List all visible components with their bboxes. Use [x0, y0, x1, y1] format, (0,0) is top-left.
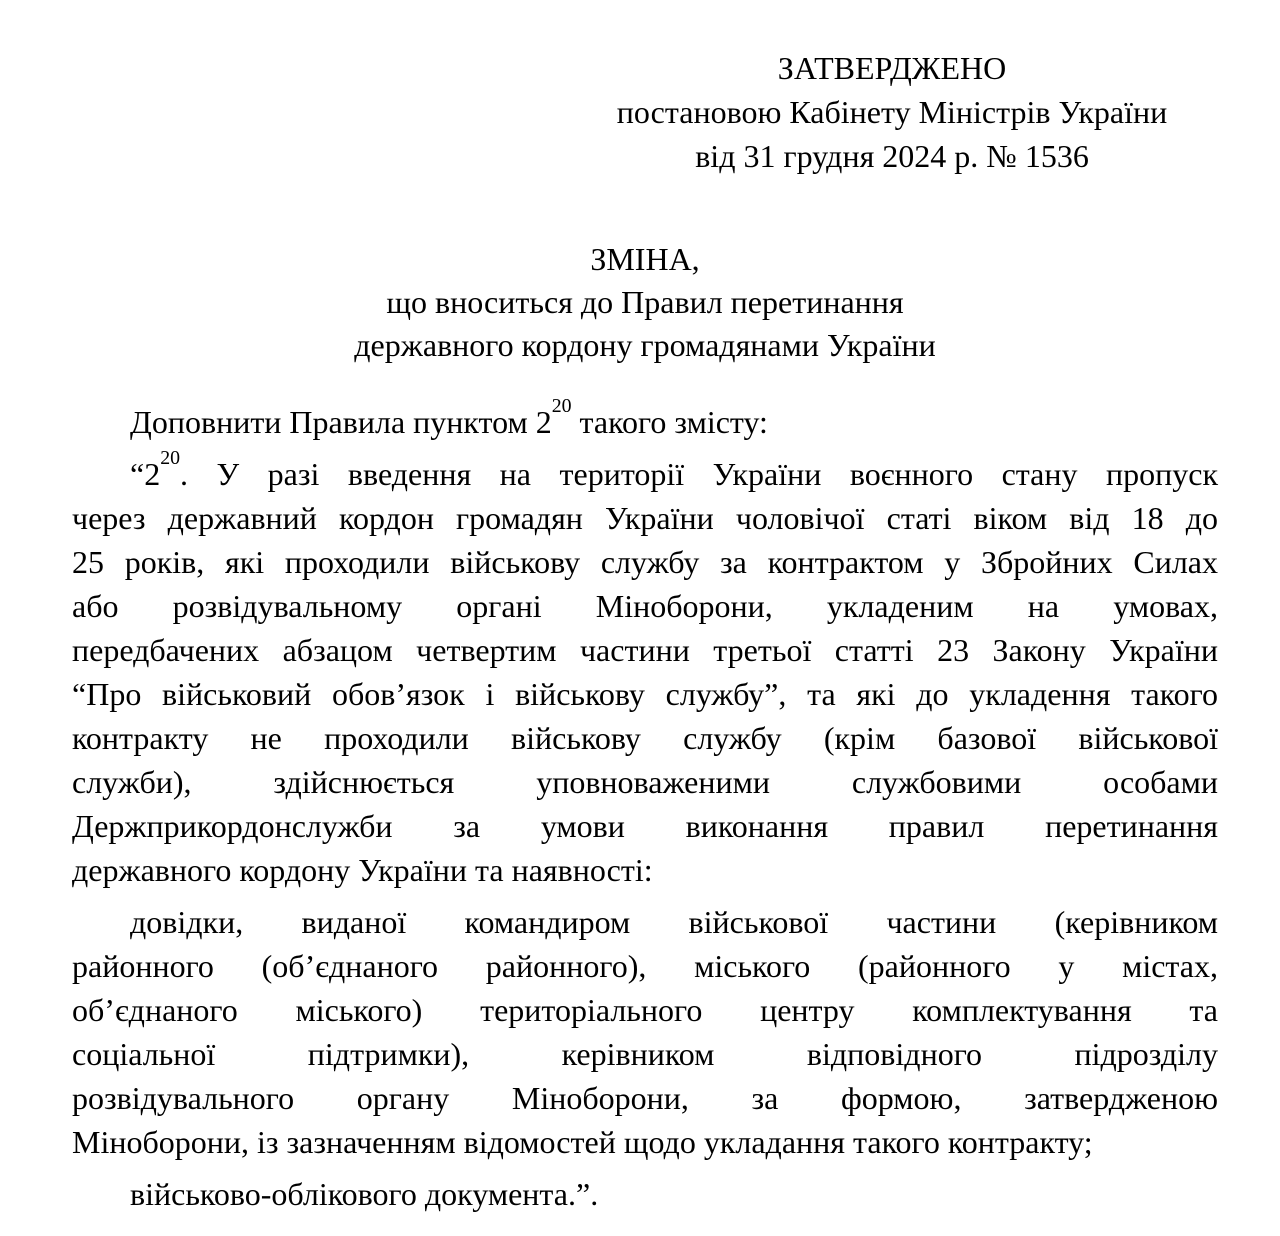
document-body [72, 395, 1218, 1216]
paragraph-intro [72, 395, 1218, 444]
text-line: соціальної підтримки), керівником відповідного підрозділу [72, 1036, 1218, 1072]
text-line: контракту не проходили військову службу (крім базової військової [72, 720, 1218, 756]
text-line: через державний кордон громадян України чоловічої статі віком від 18 до [72, 500, 1218, 536]
text-line: державного кордону України та наявності: [72, 852, 653, 888]
paragraph-point-2-20 [72, 447, 1218, 892]
text-line: передбачених абзацом четвертим частини третьої статті 23 Закону України [72, 632, 1218, 668]
text-line: або розвідувальному органі Міноборони, укладеним на умовах, [72, 588, 1218, 624]
text-line: об’єднаного міського) територіального центру комплектування та [72, 992, 1218, 1028]
text-line: військово-облікового документа.”. [130, 1176, 599, 1212]
approval-line: ЗАТВЕРДЖЕНО [777, 50, 1007, 86]
text-line: “$2^{20}$. У разі введення на території України воєнного стану пропуск [130, 447, 1218, 492]
paragraph-military-record-document [72, 1172, 1218, 1216]
text-line: 25 років, які проходили військову службу за контрактом у Збройних Силах [72, 544, 1218, 580]
title-line: що вноситься до Правил перетинання [386, 284, 904, 320]
title-line: державного кордону громадянами України [354, 327, 936, 363]
paragraph-certificate [72, 900, 1218, 1164]
title-line: ЗМІНА, [590, 241, 700, 277]
superscript: 20 [551, 395, 572, 418]
text-line: “Про військовий обов’язок і військову службу”, та які до укладення такого [72, 676, 1218, 712]
superscript: 20 [160, 447, 181, 470]
approval-line: від 31 грудня 2024 р. № 1536 [695, 138, 1089, 174]
approval-line: постановою Кабінету Міністрів України [616, 94, 1168, 130]
document-title [72, 238, 1218, 367]
text-line: служби), здійснюється уповноваженими службовими особами [72, 764, 1218, 800]
text-line: довідки, виданої командиром військової частини (керівником [130, 904, 1218, 940]
text-line: розвідувального органу Міноборони, за формою, затвердженою [72, 1080, 1218, 1116]
approval-block [586, 46, 1198, 178]
text-line: Держприкордонслужби за умови виконання правил перетинання [72, 808, 1218, 844]
text-line: Міноборони, із зазначенням відомостей щодо укладання такого контракту; [72, 1124, 1093, 1160]
text-line: районного (об’єднаного районного), міського (районного у містах, [72, 948, 1218, 984]
text-line: Доповнити Правила пунктом $2^{20}$ такого змісту: [130, 395, 768, 440]
